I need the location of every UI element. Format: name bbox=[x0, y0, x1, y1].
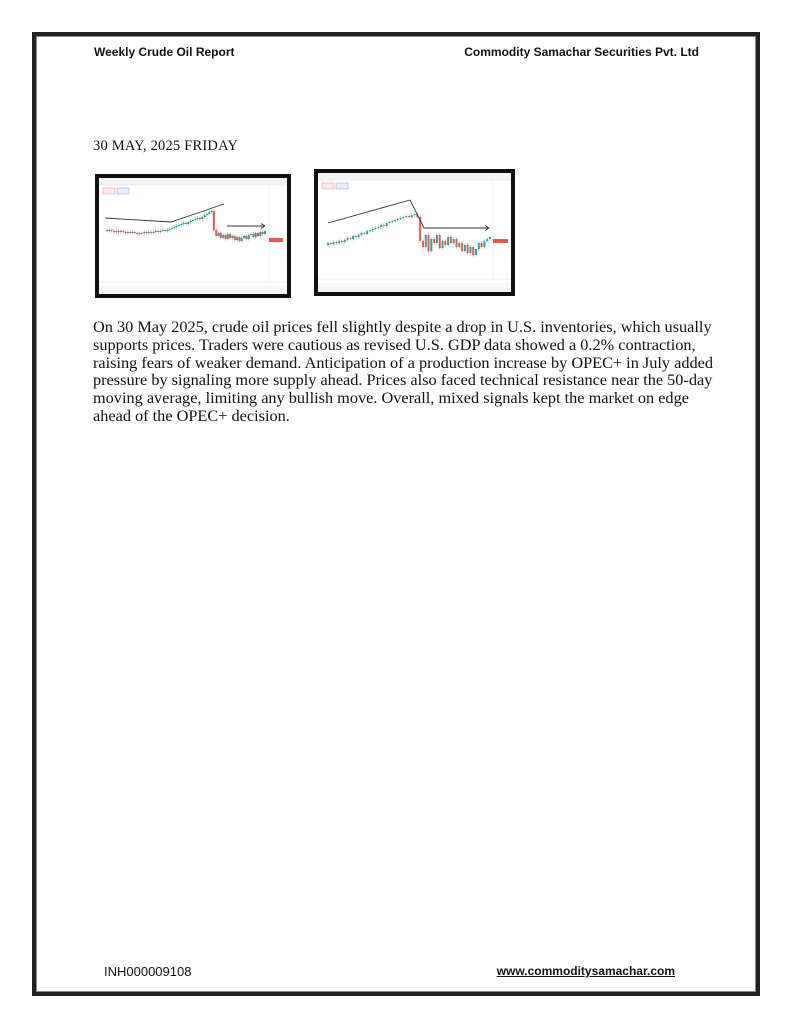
candle bbox=[134, 232, 136, 233]
candle bbox=[208, 212, 210, 214]
candle bbox=[489, 237, 491, 239]
candle bbox=[355, 236, 357, 237]
candle bbox=[183, 223, 185, 224]
candle bbox=[122, 231, 124, 232]
candle bbox=[344, 240, 346, 242]
candle bbox=[444, 241, 446, 245]
candle bbox=[129, 232, 131, 233]
candle bbox=[366, 231, 368, 234]
candle bbox=[115, 231, 117, 232]
trend-line-rising bbox=[105, 204, 224, 222]
candle bbox=[220, 233, 222, 238]
candle bbox=[352, 236, 354, 239]
candle bbox=[185, 223, 187, 224]
candle bbox=[211, 211, 213, 212]
candle bbox=[166, 230, 168, 231]
candle bbox=[229, 234, 231, 238]
candle bbox=[402, 217, 404, 218]
registration-number: INH000009108 bbox=[104, 964, 192, 979]
chart-toolbar bbox=[318, 173, 511, 180]
candle bbox=[234, 236, 236, 240]
candle bbox=[383, 225, 385, 226]
candle bbox=[201, 217, 203, 219]
candle bbox=[113, 231, 115, 232]
candle bbox=[467, 245, 469, 253]
candle bbox=[238, 237, 240, 241]
candle bbox=[152, 232, 154, 233]
candle bbox=[169, 229, 171, 230]
candle bbox=[455, 239, 457, 247]
candle bbox=[227, 234, 229, 239]
candle bbox=[108, 230, 110, 231]
candle bbox=[397, 219, 399, 220]
candle bbox=[199, 218, 201, 219]
candle bbox=[194, 219, 196, 220]
candle bbox=[118, 231, 120, 232]
report-date: 30 MAY, 2025 FRIDAY bbox=[93, 138, 239, 154]
candle bbox=[162, 230, 164, 231]
candle bbox=[252, 234, 254, 237]
candle bbox=[330, 243, 332, 244]
buy-box bbox=[336, 183, 348, 189]
candle bbox=[218, 233, 220, 236]
candle bbox=[236, 237, 238, 240]
candle bbox=[358, 235, 360, 237]
candle bbox=[439, 235, 441, 248]
candle bbox=[386, 223, 388, 226]
candle bbox=[333, 242, 335, 244]
candle bbox=[400, 218, 402, 219]
price-tag bbox=[269, 238, 283, 242]
candle bbox=[248, 235, 250, 239]
candle bbox=[192, 220, 194, 221]
website-link[interactable]: www.commoditysamachar.com bbox=[496, 964, 675, 978]
candle bbox=[461, 243, 463, 251]
candle bbox=[215, 230, 217, 236]
candle bbox=[231, 236, 233, 238]
sell-box bbox=[103, 188, 115, 194]
report-paragraph: On 30 May 2025, crude oil prices fell slightly despite a drop in U.S. inventories, which usually supports prices. Traders were cautious as revised U.S. GDP data showed a 0.2% contraction, raising fears of weaker demand. Anticipation of a production increase by OPEC+ in July added pressure by signaling more supply ahead. Prices also faced technical resistance near the 50-day moving average, limiting any bullish move. Overall, mixed signals kept the market on edge ahead of the OPEC+ decision. bbox=[93, 317, 714, 425]
candle bbox=[469, 247, 471, 253]
candle bbox=[150, 232, 152, 233]
candles-group-2 bbox=[327, 213, 491, 257]
candle bbox=[111, 230, 113, 231]
price-tag bbox=[493, 239, 508, 243]
candle bbox=[349, 238, 351, 239]
candle bbox=[157, 231, 159, 232]
candle bbox=[425, 235, 427, 247]
buy-box bbox=[117, 188, 129, 194]
candle bbox=[190, 221, 192, 222]
candle bbox=[178, 225, 180, 226]
candle bbox=[171, 228, 173, 229]
candle bbox=[106, 230, 108, 231]
candle bbox=[458, 243, 460, 247]
candle bbox=[483, 241, 485, 247]
candle bbox=[447, 237, 449, 245]
candle bbox=[136, 233, 138, 234]
candle bbox=[250, 234, 252, 235]
candle bbox=[335, 242, 337, 243]
candle bbox=[394, 220, 396, 221]
candle bbox=[388, 222, 390, 223]
trend-line-flat bbox=[410, 200, 488, 228]
chart-screenshot-futures bbox=[314, 169, 515, 296]
candle bbox=[472, 247, 474, 255]
candle bbox=[341, 241, 343, 242]
candle bbox=[405, 216, 407, 217]
candle bbox=[243, 236, 245, 238]
report-title: Weekly Crude Oil Report bbox=[94, 45, 235, 59]
candle bbox=[450, 237, 452, 243]
candle bbox=[125, 232, 127, 233]
chart-footer-bar bbox=[318, 283, 511, 292]
candle bbox=[428, 235, 430, 251]
candle bbox=[146, 232, 148, 233]
candle bbox=[430, 239, 432, 251]
candle bbox=[433, 239, 435, 243]
chart-screenshot-wti bbox=[95, 174, 291, 298]
candle bbox=[408, 216, 410, 217]
candle bbox=[148, 232, 150, 233]
sell-box bbox=[322, 183, 334, 189]
chart-toolbar bbox=[99, 178, 287, 185]
candle bbox=[372, 229, 374, 230]
candle bbox=[391, 221, 393, 222]
candle bbox=[327, 243, 329, 245]
candle bbox=[159, 231, 161, 232]
candle bbox=[475, 249, 477, 255]
candle bbox=[481, 243, 483, 247]
candle bbox=[361, 233, 363, 235]
candle bbox=[369, 230, 371, 231]
candle bbox=[259, 232, 261, 236]
candle bbox=[176, 226, 178, 227]
candle bbox=[204, 215, 206, 217]
chart-canvas-2 bbox=[318, 173, 511, 292]
candle bbox=[213, 211, 215, 230]
candle bbox=[222, 235, 224, 238]
candle bbox=[411, 215, 413, 217]
candle bbox=[173, 227, 175, 228]
candle bbox=[143, 232, 145, 233]
candle bbox=[442, 241, 444, 248]
candle bbox=[414, 214, 416, 215]
candle bbox=[187, 222, 189, 224]
candle bbox=[206, 214, 208, 215]
candle bbox=[155, 231, 157, 232]
candle bbox=[255, 233, 257, 237]
candle bbox=[139, 233, 141, 234]
candle bbox=[257, 233, 259, 236]
candle bbox=[164, 230, 166, 231]
candle bbox=[347, 238, 349, 240]
candle bbox=[363, 233, 365, 234]
candle bbox=[374, 228, 376, 229]
candle bbox=[464, 245, 466, 251]
candle bbox=[264, 231, 266, 234]
candle bbox=[422, 241, 424, 247]
candle bbox=[225, 235, 227, 239]
candle bbox=[197, 218, 199, 219]
candle bbox=[262, 232, 264, 234]
company-name: Commodity Samachar Securities Pvt. Ltd bbox=[464, 45, 699, 59]
candle bbox=[132, 232, 134, 233]
candle bbox=[478, 243, 480, 249]
candle bbox=[436, 235, 438, 243]
candle bbox=[180, 224, 182, 225]
candle bbox=[453, 239, 455, 243]
candle bbox=[127, 232, 129, 233]
candle bbox=[120, 231, 122, 232]
chart-footer-bar bbox=[99, 286, 287, 294]
candle bbox=[245, 236, 247, 239]
candle bbox=[380, 225, 382, 227]
candle bbox=[377, 227, 379, 228]
candle bbox=[338, 241, 340, 243]
candle bbox=[486, 239, 488, 241]
chart-canvas-1 bbox=[99, 178, 287, 294]
candle bbox=[241, 238, 243, 241]
candle bbox=[141, 233, 143, 234]
